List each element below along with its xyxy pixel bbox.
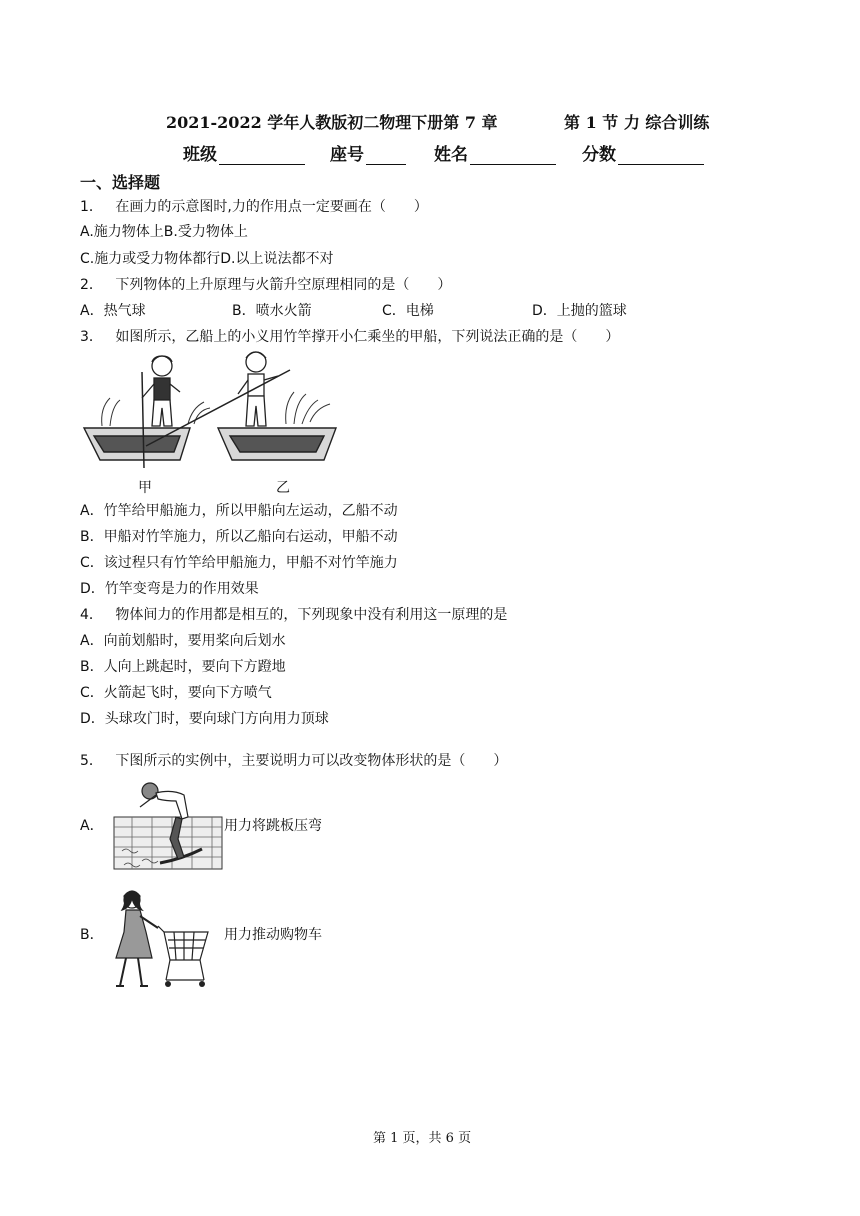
page-footer: 第 1 页，共 6 页	[373, 1131, 472, 1146]
diving-board-illustration	[112, 777, 224, 873]
figure-label-yi: 乙	[276, 480, 290, 496]
question-stem: 物体间力的作用都是相互的，下列现象中没有利用这一原理的是	[115, 607, 508, 623]
question-stem: 下列物体的上升原理与火箭升空原理相同的是（ ）	[115, 277, 452, 293]
score-field	[582, 140, 704, 165]
q3-option-b: B．甲船对竹竿施力，所以乙船向右运动，甲船不动	[80, 529, 398, 545]
question-3	[80, 327, 619, 347]
question-5	[80, 751, 507, 771]
class-label: 班级	[183, 145, 217, 165]
score-blank	[618, 148, 704, 165]
shopping-cart-illustration	[112, 888, 212, 990]
q4-option-b: B．人向上跳起时，要向下方蹬地	[80, 659, 286, 675]
name-label: 姓名	[434, 145, 468, 165]
question-number: 5．	[80, 753, 103, 769]
q4-option-c: C．火箭起飞时，要向下方喷气	[80, 685, 272, 701]
q4-option-d: D．头球攻门时，要向球门方向用力顶球	[80, 711, 329, 727]
q2-option-d: D．上抛的篮球	[532, 303, 627, 319]
question-1	[80, 197, 428, 217]
q2-option-c: C．电梯	[382, 303, 434, 319]
q1-option-ab: A.施力物体上B.受力物体上	[80, 224, 248, 240]
q3-option-d: D．竹竿变弯是力的作用效果	[80, 581, 259, 597]
question-number: 1．	[80, 199, 103, 215]
section-heading: 一、选择题	[80, 173, 161, 192]
q2-option-a: A．热气球	[80, 303, 146, 319]
class-field	[183, 140, 305, 165]
question-stem: 下图所示的实例中，主要说明力可以改变物体形状的是（ ）	[115, 753, 508, 769]
document-title: 2021-2022 学年人教版初二物理下册第 7 章	[166, 113, 498, 132]
q2-option-b: B．喷水火箭	[232, 303, 312, 319]
section-title: 第 1 节 力 综合训练	[564, 113, 710, 132]
question-stem: 在画力的示意图时,力的作用点一定要画在（ ）	[115, 199, 428, 215]
q5-option-b-letter: B．	[80, 927, 104, 943]
seat-blank	[366, 148, 406, 165]
question-4	[80, 605, 507, 625]
q5-option-a-letter: A．	[80, 818, 104, 834]
question-stem: 如图所示，乙船上的小义用竹竿撑开小仁乘坐的甲船，下列说法正确的是（ ）	[115, 329, 620, 345]
seat-label: 座号	[330, 145, 364, 165]
q3-option-c: C．该过程只有竹竿给甲船施力，甲船不对竹竿施力	[80, 555, 398, 571]
q5-option-b-text: 用力推动购物车	[224, 927, 322, 943]
question-number: 2．	[80, 277, 103, 293]
question-2	[80, 275, 451, 295]
class-blank	[219, 148, 305, 165]
boats-illustration	[80, 348, 340, 472]
seat-field	[330, 140, 406, 165]
question-number: 4．	[80, 607, 103, 623]
figure-label-jia: 甲	[138, 480, 152, 496]
q5-option-a-text: 用力将跳板压弯	[224, 818, 322, 834]
name-field	[434, 140, 556, 165]
score-label: 分数	[582, 145, 616, 165]
q3-option-a: A．竹竿给甲船施力，所以甲船向左运动，乙船不动	[80, 503, 398, 519]
q4-option-a: A．向前划船时，要用桨向后划水	[80, 633, 286, 649]
question-number: 3．	[80, 329, 103, 345]
name-blank	[470, 148, 556, 165]
q1-option-cd: C.施力或受力物体都行D.以上说法都不对	[80, 251, 334, 267]
